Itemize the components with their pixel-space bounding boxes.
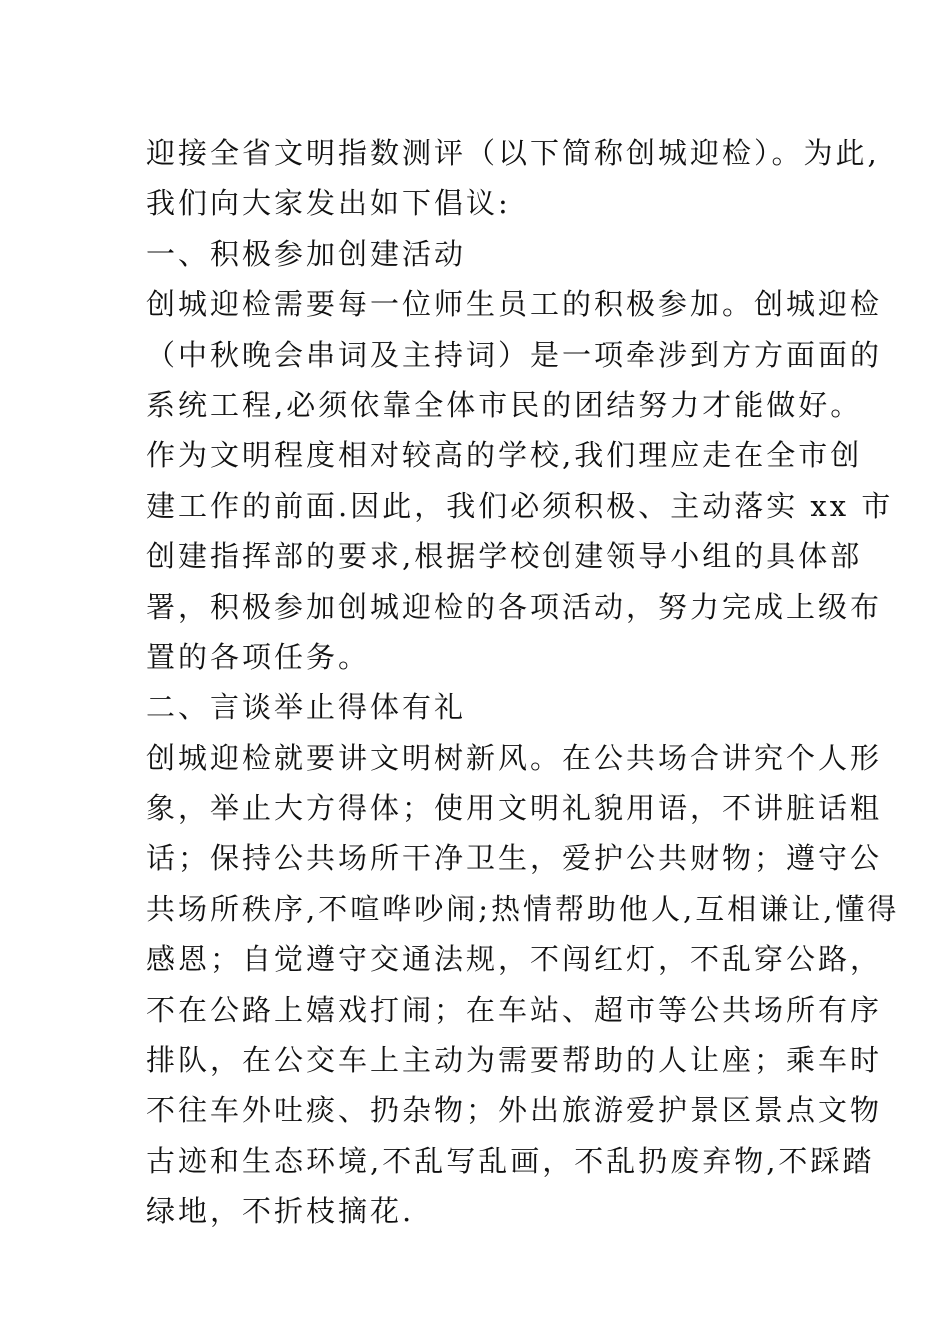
text-line: 绿地，不折枝摘花. xyxy=(146,1194,415,1229)
text-line: 创建指挥部的要求,根据学校创建领导小组的具体部 xyxy=(146,539,863,574)
text-line: 不在公路上嬉戏打闹；在车站、超市等公共场所有序 xyxy=(146,992,883,1027)
text-line: 置的各项任务。 xyxy=(146,639,371,674)
text-line: 共场所秩序,不喧哗吵闹;热情帮助他人,互相谦让,懂得 xyxy=(146,891,900,926)
text-line: 作为文明程度相对较高的学校,我们理应走在全市创 xyxy=(146,438,863,473)
text-line: 系统工程,必须依靠全体市民的团结努力才能做好。 xyxy=(146,387,863,422)
section-heading: 二、言谈举止得体有礼 xyxy=(146,690,467,725)
text-line: （中秋晚会串词及主持词）是一项牵涉到方方面面的 xyxy=(146,337,883,372)
text-line: 创城迎检就要讲文明树新风。在公共场合讲究个人形 xyxy=(146,740,883,775)
text-line: 排队，在公交车上主动为需要帮助的人让座；乘车时 xyxy=(146,1043,883,1078)
text-line: 迎接全省文明指数测评（以下简称创城迎检）。为此, xyxy=(146,136,880,170)
document-body xyxy=(146,128,900,1237)
text-line: 象，举止大方得体；使用文明礼貌用语，不讲脏话粗 xyxy=(146,791,883,826)
text-line: 我们向大家发出如下倡议: xyxy=(146,186,511,221)
text-line: 建工作的前面.因此，我们必须积极、主动落实 xx 市 xyxy=(146,488,894,523)
text-line: 创城迎检需要每一位师生员工的积极参加。创城迎检 xyxy=(146,287,883,322)
text-line: 不往车外吐痰、扔杂物；外出旅游爱护景区景点文物 xyxy=(146,1093,883,1128)
text-line: 感恩；自觉遵守交通法规，不闯红灯，不乱穿公路， xyxy=(146,942,883,977)
text-line: 古迹和生态环境,不乱写乱画，不乱扔废弃物,不踩踏 xyxy=(146,1143,875,1178)
text-line: 话；保持公共场所干净卫生，爱护公共财物；遵守公 xyxy=(146,841,883,876)
section-heading: 一、积极参加创建活动 xyxy=(146,236,467,271)
text-line: 署，积极参加创城迎检的各项活动，努力完成上级布 xyxy=(146,589,883,624)
